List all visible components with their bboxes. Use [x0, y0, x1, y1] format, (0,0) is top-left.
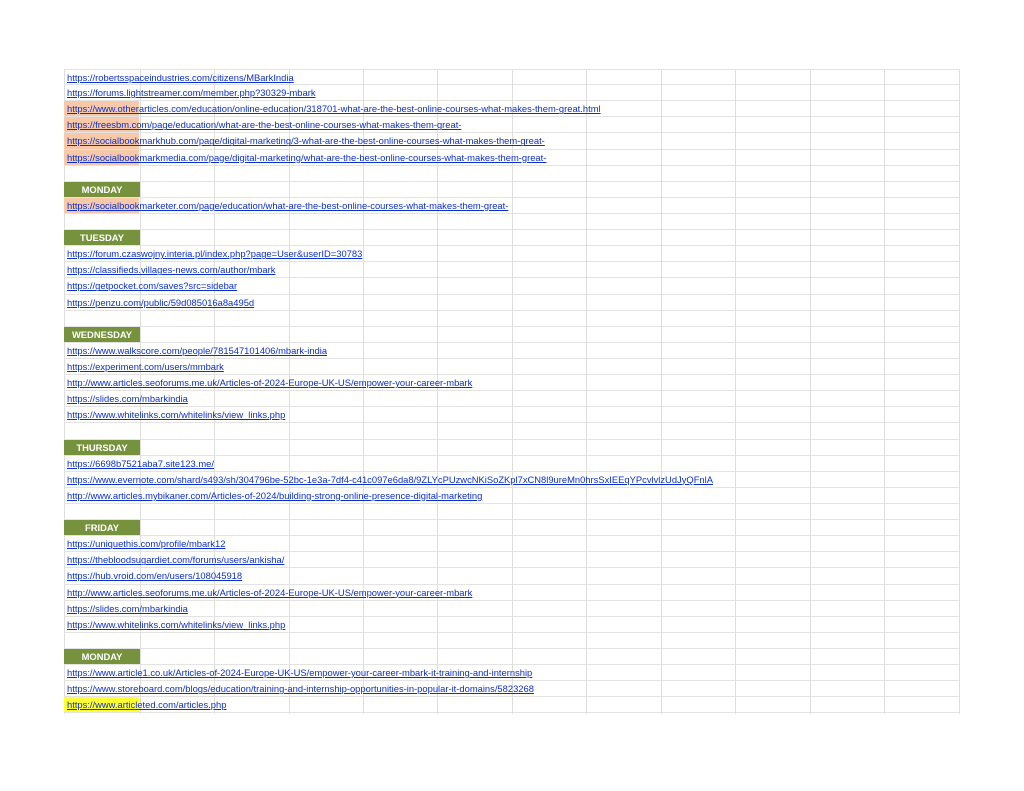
day-header: FRIDAY	[64, 520, 140, 535]
url-link[interactable]: https://thebloodsugardiet.com/forums/users/ankisha/	[67, 554, 285, 566]
url-link[interactable]: https://www.otherarticles.com/education/online-education/318701-what-are-the-best-online-courses-what-makes-them-great.html	[67, 103, 601, 115]
url-link[interactable]: https://forums.lightstreamer.com/member.php?30329-mbark	[67, 87, 316, 99]
url-link[interactable]: http://www.articles.seoforums.me.uk/Articles-of-2024-Europe-UK-US/empower-your-career-mbark	[67, 377, 473, 389]
day-header-row	[64, 230, 959, 246]
day-header-row	[64, 182, 959, 198]
url-link[interactable]: https://getpocket.com/saves?src=sidebar	[67, 280, 238, 292]
day-header: MONDAY	[64, 649, 140, 664]
link-row	[64, 375, 959, 391]
empty-row	[64, 504, 959, 520]
url-link[interactable]: https://uniquethis.com/profile/mbark12	[67, 538, 226, 550]
link-row	[64, 295, 959, 311]
url-link[interactable]: https://slides.com/mbarkindia	[67, 602, 188, 614]
link-row	[64, 472, 959, 488]
url-link[interactable]: http://www.articles.mybikaner.com/Articles-of-2024/building-strong-online-presence-digital-marketing	[67, 489, 483, 501]
url-link[interactable]: https://socialbookmarketer.com/page/education/what-are-the-best-online-courses-what-makes-them-great-	[67, 199, 509, 211]
url-link[interactable]: https://robertsspaceindustries.com/citizens/MBarkIndia	[67, 72, 294, 83]
url-link[interactable]: https://www.article1.co.uk/Articles-of-2024-Europe-UK-US/empower-your-career-mbark-it-training-and-internship	[67, 667, 533, 679]
url-link[interactable]: http://www.articles.seoforums.me.uk/Articles-of-2024-Europe-UK-US/empower-your-career-mbark	[67, 586, 473, 598]
link-row	[64, 198, 959, 214]
empty-row	[64, 423, 959, 439]
day-header: WEDNESDAY	[64, 327, 140, 342]
link-row	[64, 536, 959, 552]
empty-row	[64, 166, 959, 182]
url-link[interactable]: https://experiment.com/users/mmbark	[67, 360, 224, 372]
link-row	[64, 278, 959, 294]
day-header-row	[64, 440, 959, 456]
empty-row	[64, 214, 959, 230]
link-row	[64, 391, 959, 407]
day-header-row	[64, 520, 959, 536]
link-row	[64, 359, 959, 375]
empty-row	[64, 311, 959, 327]
url-link[interactable]: https://classifieds.villages-news.com/author/mbark	[67, 264, 276, 276]
url-link[interactable]: https://forum.czaswojny.interia.pl/index.php?page=User&userID=30783	[67, 248, 363, 260]
link-row	[64, 681, 959, 697]
link-row	[64, 343, 959, 359]
link-row	[64, 585, 959, 601]
link-row	[64, 150, 959, 166]
url-link[interactable]: https://penzu.com/public/59d085016a8a495d	[67, 296, 255, 308]
url-link[interactable]: https://socialbookmarkmedia.com/page/digital-marketing/what-are-the-best-online-courses-what-makes-them-great-	[67, 151, 547, 163]
link-row	[64, 246, 959, 262]
url-link[interactable]: https://slides.com/mbarkindia	[67, 393, 188, 405]
link-row	[64, 407, 959, 423]
link-row	[64, 617, 959, 633]
empty-row	[64, 633, 959, 649]
link-row	[64, 568, 959, 584]
link-row	[64, 456, 959, 472]
spreadsheet-grid	[64, 69, 959, 713]
column-gridline	[959, 69, 960, 714]
link-row	[64, 665, 959, 681]
url-link[interactable]: https://6698b7521aba7.site123.me/	[67, 457, 214, 469]
day-header: THURSDAY	[64, 440, 140, 455]
url-link[interactable]: https://www.storeboard.com/blogs/education/training-and-internship-opportunities-in-popular-it-domains/5823268	[67, 683, 534, 695]
url-link[interactable]: https://socialbookmarkhub.com/page/digital-marketing/3-what-are-the-best-online-courses-what-makes-them-great-	[67, 135, 545, 147]
day-header: TUESDAY	[64, 230, 140, 245]
url-link[interactable]: https://www.whitelinks.com/whitelinks/view_links.php	[67, 618, 286, 630]
link-row	[64, 601, 959, 617]
link-row	[64, 101, 959, 117]
day-header-row	[64, 649, 959, 665]
link-row	[64, 262, 959, 278]
day-header: MONDAY	[64, 182, 140, 197]
link-row	[64, 133, 959, 149]
link-row	[64, 69, 959, 85]
link-row	[64, 85, 959, 101]
link-row	[64, 697, 959, 713]
link-row	[64, 552, 959, 568]
url-link[interactable]: https://freesbm.com/page/education/what-are-the-best-online-courses-what-makes-them-great-	[67, 119, 462, 131]
spreadsheet-rows	[64, 69, 959, 713]
link-row	[64, 117, 959, 133]
day-header-row	[64, 327, 959, 343]
url-link[interactable]: https://www.walkscore.com/people/781547101406/mbark-india	[67, 344, 328, 356]
url-link[interactable]: https://hub.vroid.com/en/users/108045918	[67, 570, 243, 582]
url-link[interactable]: https://www.evernote.com/shard/s493/sh/304796be-52bc-1e3a-7df4-c41c097e6da8/9ZLYcPUzwcNKiSoZKpl7xCN8l9ureMn0hrsSxIEEqYPcvlvlzUdJyQFnlA	[67, 473, 713, 485]
url-link[interactable]: https://www.articleted.com/articles.php	[67, 699, 227, 711]
url-link[interactable]: https://www.whitelinks.com/whitelinks/view_links.php	[67, 409, 286, 421]
link-row	[64, 488, 959, 504]
